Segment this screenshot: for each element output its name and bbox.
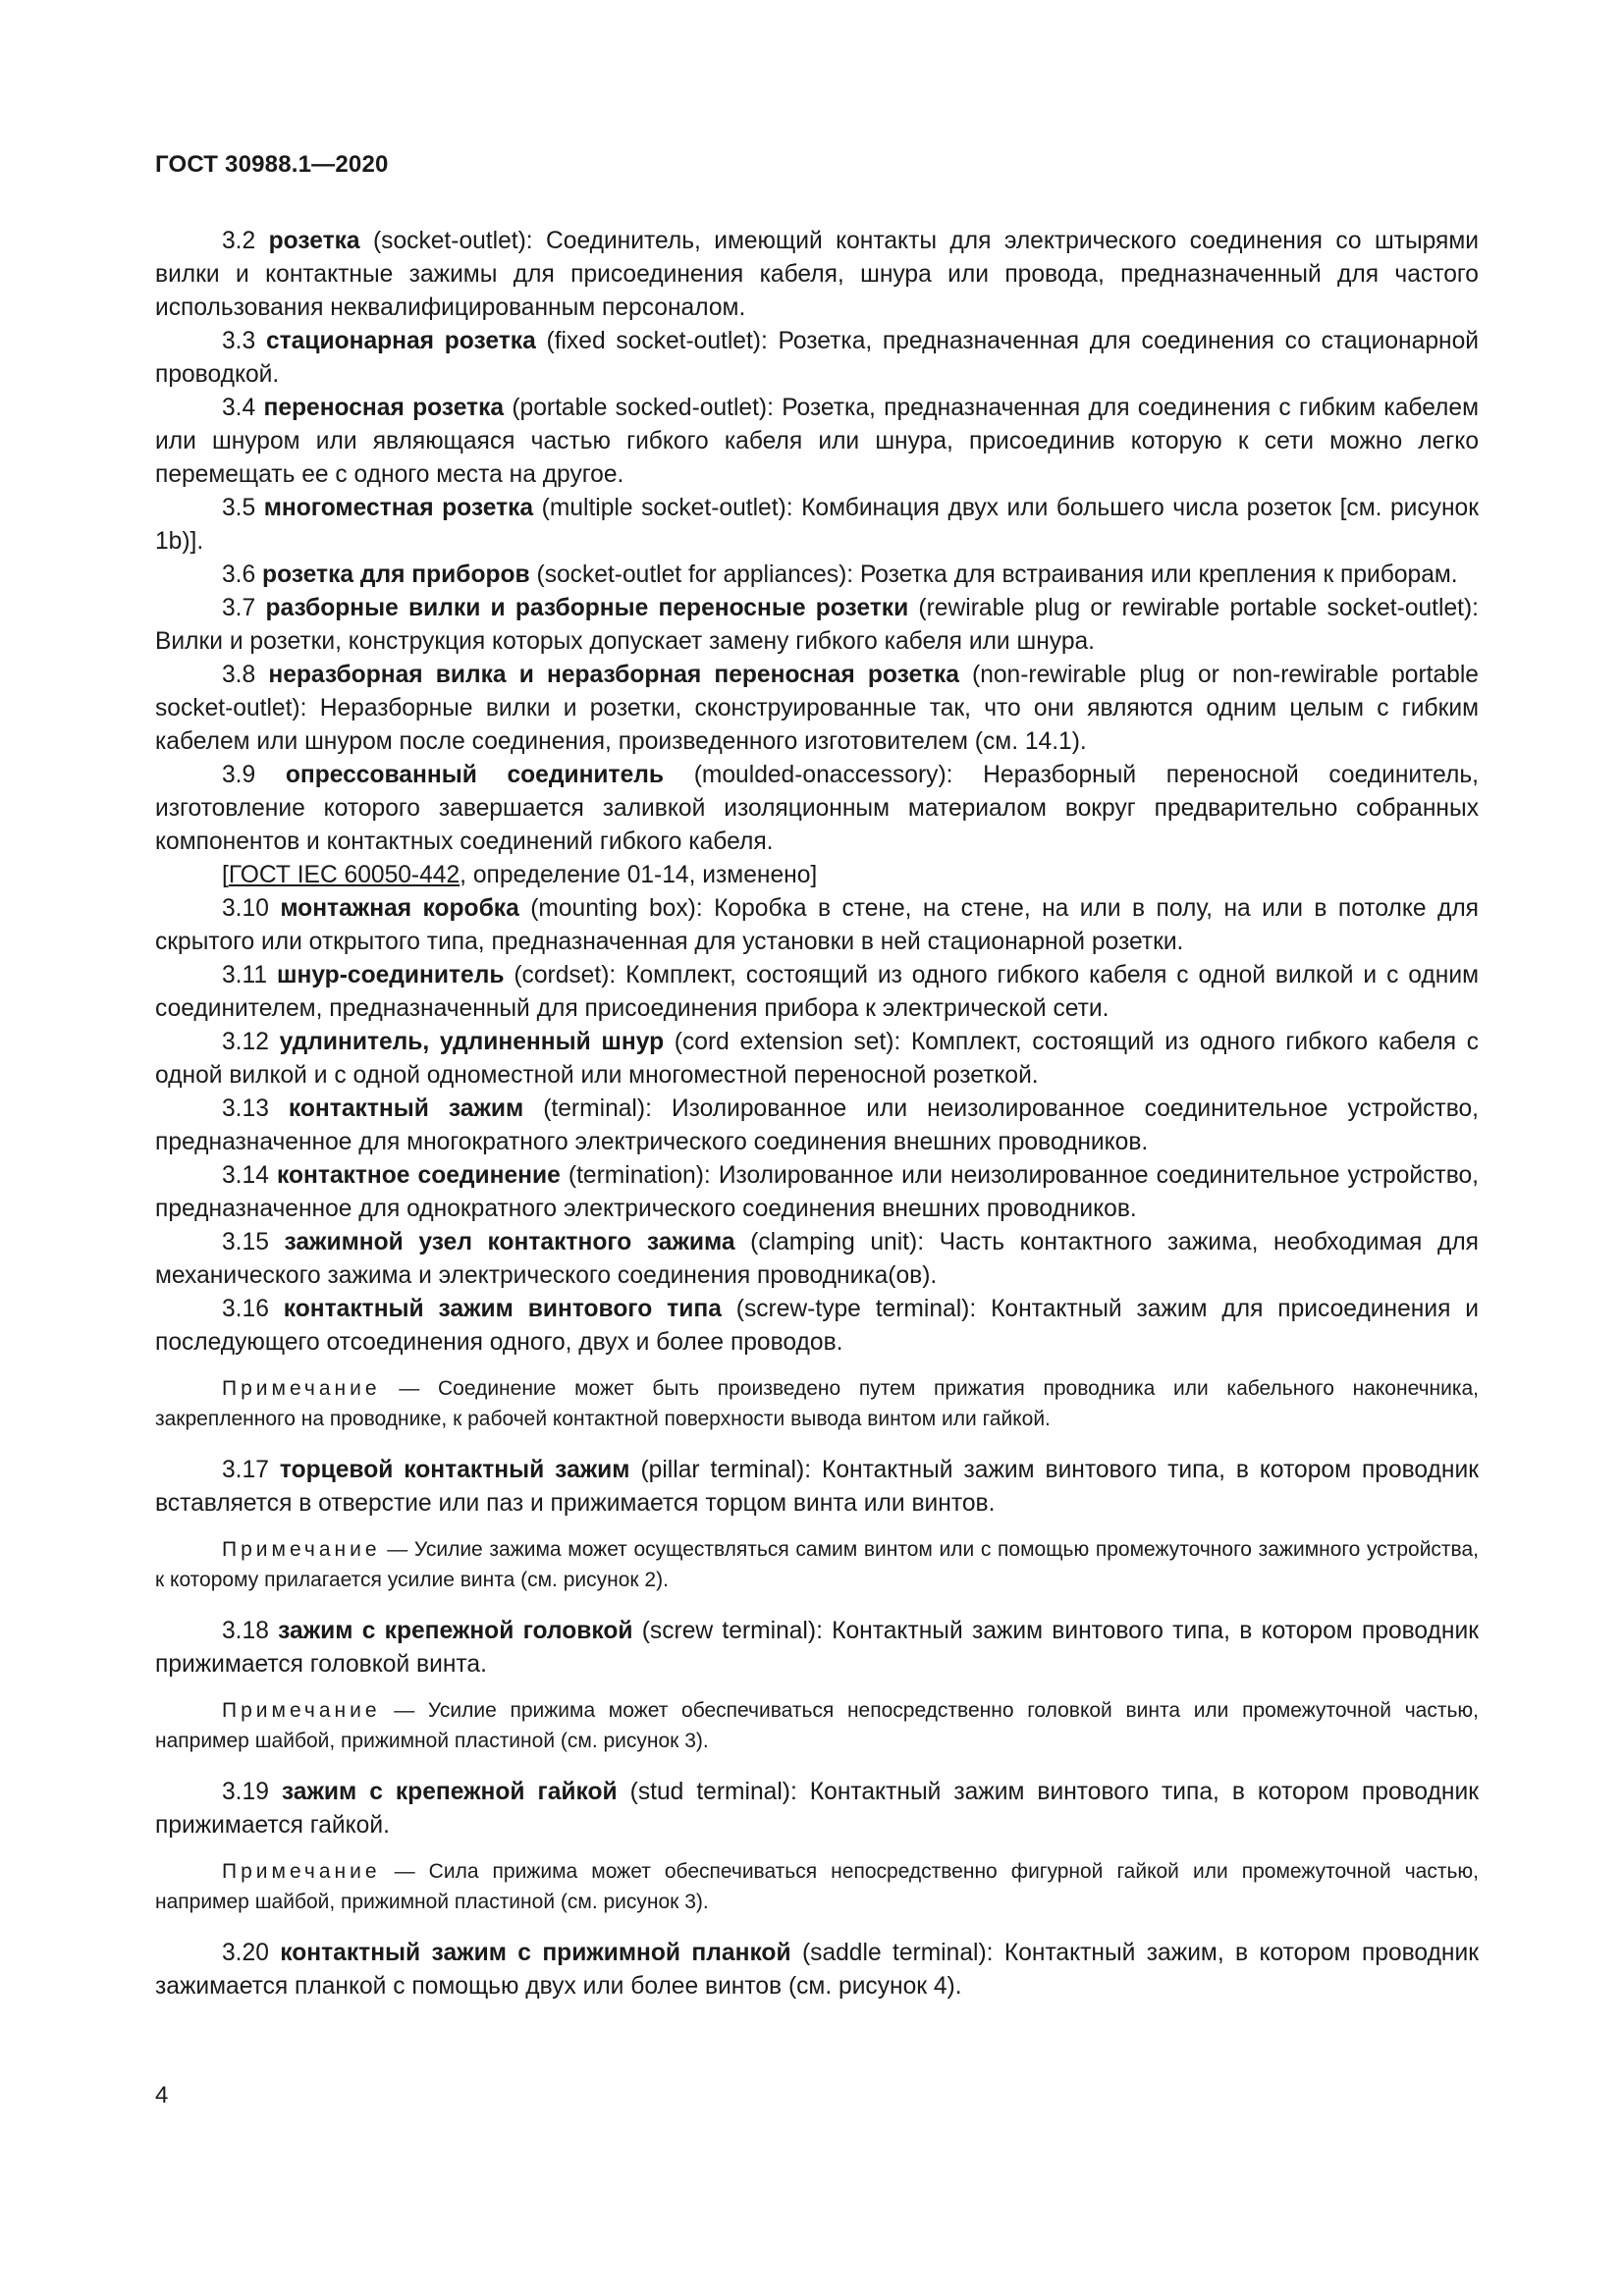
item-number: 3.17: [222, 1457, 269, 1483]
item-number: 3.7: [222, 595, 256, 621]
term: зажимной узел контактного зажима: [284, 1229, 735, 1255]
definition-text: (termination): Изолированное или неизолированное соединительное устройство, предназначенное для однократного электрического соединения внешних проводников.: [155, 1162, 1479, 1222]
item-number: 3.14: [222, 1162, 269, 1189]
source-reference: [155, 859, 1479, 892]
definition-3-6: [155, 559, 1479, 592]
note-text: — Сила прижима может обеспечиваться непосредственно фигурной гайкой или промежуточной частью, например шайбой, прижимной пластиной (см. рисунок 3).: [155, 1860, 1479, 1913]
term: шнур-соединитель: [276, 962, 505, 988]
bracket-open: [: [222, 862, 229, 888]
item-number: 3.13: [222, 1095, 269, 1122]
definition-3-20: [155, 1937, 1479, 2003]
item-number: 3.16: [222, 1296, 269, 1322]
definition-3-4: [155, 392, 1479, 492]
term: контактный зажим: [288, 1095, 524, 1122]
definition-text: (stud terminal): Контактный зажим винтового типа, в котором проводник прижимается гайкой.: [155, 1779, 1479, 1839]
note-3-17: [155, 1534, 1479, 1595]
definition-3-14: [155, 1159, 1479, 1226]
term: контактный зажим винтового типа: [283, 1296, 722, 1322]
item-number: 3.12: [222, 1029, 269, 1055]
definition-text: (clamping unit): Часть контактного зажима, необходимая для механического зажима и электрического соединения проводника(ов).: [155, 1229, 1479, 1289]
item-number: 3.3: [222, 328, 256, 354]
term: зажим с крепежной головкой: [278, 1618, 633, 1644]
document-header: ГОСТ 30988.1—2020: [155, 151, 389, 178]
definition-3-16: [155, 1293, 1479, 1360]
term: розетка: [268, 228, 360, 254]
note-label: Примечание: [222, 1699, 381, 1722]
note-text: — Соединение может быть произведено путем прижатия проводника или кабельного наконечника, закрепленного на проводнике, к рабочей контактной поверхности вывода винтом или гайкой.: [155, 1377, 1479, 1430]
definition-text: (terminal): Изолированное или неизолированное соединительное устройство, предназначенное для многократного электрического соединения внешних проводников.: [155, 1095, 1479, 1155]
item-number: 3.9: [222, 762, 256, 788]
definition-3-3: [155, 325, 1479, 392]
definition-text: (cordset): Комплект, состоящий из одного гибкого кабеля с одной вилкой и с одним соединителем, предназначенный для присоединения прибора к электрической сети.: [155, 962, 1479, 1022]
definition-text: (fixed socket-outlet): Розетка, предназначенная для соединения со стационарной проводкой.: [155, 328, 1479, 388]
definition-3-5: [155, 492, 1479, 559]
item-number: 3.8: [222, 662, 256, 688]
item-number: 3.20: [222, 1940, 269, 1966]
definition-text: (socket-outlet): Соединитель, имеющий контакты для электрического соединения со штырями вилки и контактные зажимы для присоединения кабеля, шнура или провода, предназначенный для частого использования неквалифицированным персоналом.: [155, 228, 1479, 321]
note-label: Примечание: [222, 1377, 381, 1400]
item-number: 3.2: [222, 228, 256, 254]
note-3-18: [155, 1695, 1479, 1756]
note-label: Примечание: [222, 1538, 381, 1561]
definition-3-8: [155, 659, 1479, 759]
definition-text: (multiple socket-outlet): Комбинация двух или большего числа розеток [см. рисунок 1b)].: [155, 495, 1479, 555]
page-number: 4: [155, 2082, 169, 2109]
note-3-16: [155, 1373, 1479, 1434]
definition-3-10: [155, 892, 1479, 959]
term: торцевой контактный зажим: [279, 1457, 630, 1483]
item-number: 3.15: [222, 1229, 269, 1255]
note-3-19: [155, 1856, 1479, 1917]
item-number: 3.11: [222, 962, 268, 988]
definition-text: (screw-type terminal): Контактный зажим для присоединения и последующего отсоединения одного, двух и более проводов.: [155, 1296, 1479, 1356]
term: неразборная вилка и неразборная переносная розетка: [268, 662, 959, 688]
definition-3-7: [155, 592, 1479, 659]
definition-text: (rewirable plug or rewirable portable socket-outlet): Вилки и розетки, конструкция которых допускает замену гибкого кабеля или шнура.: [155, 595, 1479, 655]
term: многоместная розетка: [263, 495, 534, 521]
definition-3-13: [155, 1093, 1479, 1159]
definition-3-18: [155, 1615, 1479, 1682]
definition-text: (cord extension set): Комплект, состоящий из одного гибкого кабеля с одной вилкой и с одной одноместной или многоместной переносной розеткой.: [155, 1029, 1480, 1089]
definition-3-2: [155, 225, 1479, 325]
note-text: — Усилие прижима может обеспечиваться непосредственно головкой винта или промежуточной частью, например шайбой, прижимной пластиной (см. рисунок 3).: [155, 1699, 1479, 1752]
definition-text: (saddle terminal): Контактный зажим, в котором проводник зажимается планкой с помощью двух или более винтов (см. рисунок 4).: [155, 1940, 1479, 2000]
term: контактное соединение: [276, 1162, 561, 1189]
standard-link[interactable]: ГОСТ IEC 60050-442: [228, 862, 460, 888]
item-number: 3.6: [222, 561, 256, 588]
term: опрессованный соединитель: [285, 762, 665, 788]
term: разборные вилки и разборные переносные розетки: [265, 595, 909, 621]
item-number: 3.18: [222, 1618, 269, 1644]
item-number: 3.10: [222, 895, 269, 922]
definition-text: (screw terminal): Контактный зажим винтового типа, в котором проводник прижимается головкой винта.: [155, 1618, 1479, 1678]
definition-text: (portable socked-outlet): Розетка, предназначенная для соединения с гибким кабелем или шнуром или являющаяся частью гибкого кабеля или шнура, присоединив которую к сети можно легко перемещать ее с одного места на другое.: [155, 395, 1479, 488]
item-number: 3.19: [222, 1779, 269, 1805]
definition-text: (mounting box): Коробка в стене, на стене, на или в полу, на или в потолке для скрытого или открытого типа, предназначенная для установки в ней стационарной розетки.: [155, 895, 1479, 955]
term: контактный зажим с прижимной планкой: [280, 1940, 791, 1966]
note-text: — Усилие зажима может осуществляться самим винтом или с помощью промежуточного зажимного устройства, к которому прилагается усилие винта (см. рисунок 2).: [155, 1538, 1479, 1591]
item-number: 3.4: [222, 395, 256, 421]
definition-3-9: [155, 759, 1479, 859]
definition-3-11: [155, 959, 1479, 1026]
term: монтажная коробка: [280, 895, 519, 922]
definition-text: (socket-outlet for appliances): Розетка для встраивания или крепления к приборам.: [529, 561, 1458, 588]
item-number: 3.5: [222, 495, 256, 521]
definition-text: (pillar terminal): Контактный зажим винтового типа, в котором проводник вставляется в отверстие или паз и прижимается торцом винта или винтов.: [155, 1457, 1479, 1517]
definition-3-17: [155, 1454, 1479, 1521]
definition-text: (non-rewirable plug or non-rewirable portable socket-outlet): Неразборные вилки и розетки, сконструированные так, что они являются одним целым с гибким кабелем или шнуром после соединения, произведенного изготовителем (см. 14.1).: [155, 662, 1479, 755]
term: розетка для приборов: [262, 561, 530, 588]
term: зажим с крепежной гайкой: [281, 1779, 618, 1805]
definition-3-19: [155, 1776, 1479, 1842]
definition-3-12: [155, 1026, 1479, 1093]
note-label: Примечание: [222, 1860, 381, 1883]
definition-text: (moulded-onaccessory): Неразборный переносной соединитель, изготовление которого завершается заливкой изоляционным материалом вокруг предварительно собранных компонентов и контактных соединений гибкого кабеля.: [155, 762, 1479, 855]
term: удлинитель, удлиненный шнур: [279, 1029, 665, 1055]
reference-text: , определение 01-14, изменено]: [460, 862, 818, 888]
document-body: [155, 225, 1479, 2003]
definition-3-15: [155, 1226, 1479, 1293]
term: переносная розетка: [263, 395, 505, 421]
term: стационарная розетка: [265, 328, 536, 354]
